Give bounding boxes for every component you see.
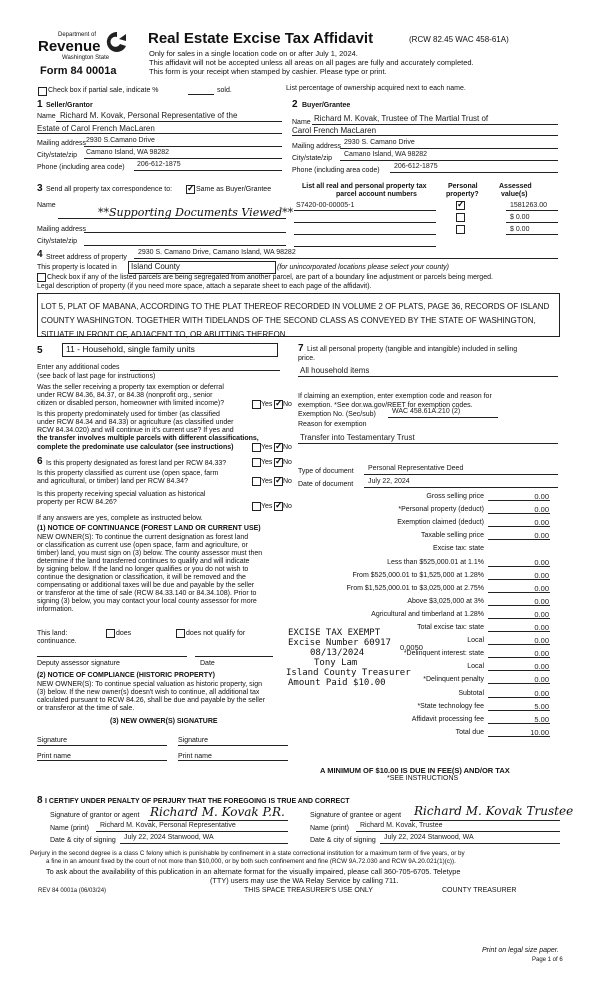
s6-q1-yes-text: Yes (261, 459, 273, 466)
s6-n1-l6: compensating or additional taxes will be due and payable by the seller (37, 582, 255, 589)
calc-label: Less than $525,000.01 at 1.1% (387, 558, 484, 566)
document-type[interactable]: Personal Representative Deed (368, 465, 464, 472)
dept-revenue: Revenue (38, 38, 101, 55)
s5-q1-yes-checkbox[interactable] (252, 400, 261, 409)
s5-q1-no-checkbox[interactable] (274, 400, 283, 409)
s5-q2d: the transfer involves multiple parcels with different classifications, (37, 435, 259, 442)
s7-exempt-a: If claiming an exemption, enter exemption code and reason for (298, 393, 492, 400)
buyer-city[interactable]: Camano Island, WA 98282 (344, 151, 428, 158)
s6-n1-l1: or classification as current use (open space, farm and agriculture, or (37, 542, 248, 549)
s2-city-label: City/state/zip (292, 155, 333, 162)
s6-q2-yes-text: Yes (261, 478, 273, 485)
s5-q1-yes-label: Yes (261, 401, 273, 408)
s8-name-grantor-label: Name (print) (50, 825, 89, 832)
header-line3: This form is your receipt when stamped by cashier. Please type or print. (149, 67, 387, 76)
s6-n1-l9: information. (37, 606, 74, 613)
perjury-line2: a fine in an amount fixed by the court of not more than $10,000, or by both such confinement and fine (RCW 9A.72.030 and RCW 9A.20.021(1)(c)). (46, 858, 456, 865)
parcel-value-3[interactable]: $ 0.00 (510, 226, 530, 233)
s3-text: Send all property tax correspondence to: (46, 186, 173, 193)
s6-q2-no-text: No (283, 478, 292, 485)
partial-sale-sold: sold. (217, 87, 232, 94)
s5-q2b: under RCW 84.34 and 84.33) or agriculture (as classified under (37, 419, 234, 426)
seller-phone[interactable]: 206-612-1875 (137, 161, 181, 168)
land-does-not-checkbox[interactable] (176, 629, 185, 638)
calc-label: Exemption claimed (deduct) (397, 519, 484, 527)
ownership-instruction: List percentage of ownership acquired next to each name. (286, 85, 466, 92)
s7-text: List all personal property (tangible and intangible) included in selling (307, 346, 518, 353)
calc-label: Agricultural and timberland at 1.28% (371, 610, 484, 618)
parcel-personal-checkbox-1[interactable] (456, 201, 465, 210)
s3-city-label: City/state/zip (37, 238, 78, 245)
s2-name-label: Name (292, 119, 311, 126)
s7-text2: price. (298, 355, 316, 362)
county-select[interactable] (128, 261, 276, 274)
s6-n1-title: (1) NOTICE OF CONTINUANCE (FOREST LAND OR CURRENT USE) (37, 525, 261, 532)
grantor-signature[interactable]: Richard M. Kovak P.R. (150, 805, 285, 819)
s8-date-grantee-label: Date & city of signing (310, 837, 376, 844)
buyer-phone[interactable]: 206-612-1875 (394, 163, 438, 170)
s6-q2-yes-checkbox[interactable] (252, 477, 261, 486)
s5-q1-no-label: No (283, 401, 292, 408)
calc-label: Local (467, 663, 484, 671)
calc-value[interactable]: 0.00 (534, 609, 549, 619)
s1-city-label: City/state/zip (37, 152, 78, 159)
s6-q3-yes-checkbox[interactable] (252, 502, 261, 511)
s6-n2-l0: NEW OWNER(S): To continue special valuation as historic property, sign (37, 681, 262, 688)
parcel-account-1[interactable]: S7420-00-00005-1 (296, 202, 355, 209)
calc-label: From $1,525,000.01 to $3,025,000 at 2.75% (346, 584, 484, 592)
s6-q2a: Is this property classified as current use (open space, farm (37, 470, 219, 477)
s7-doc-type-label: Type of document (298, 468, 354, 475)
s6-continuance: continuance. (37, 638, 77, 645)
s6-number: 6 (37, 456, 43, 467)
s5-q2e: complete the predominate use calculator (see instructions) (37, 444, 234, 451)
land-use-value: 11 - Household, single family units (66, 344, 195, 354)
parcels-col2-header2: property? (446, 191, 479, 198)
calc-label: Taxable selling price (420, 532, 484, 540)
stamp-l4: Tony Lam (314, 658, 358, 668)
calc-label: Total due (455, 728, 484, 736)
s6-q1-no-text: No (283, 459, 292, 466)
s5-q1b: under RCW 84.36, 84.37, or 84.38 (nonprofit org., senior (37, 392, 213, 399)
s6-sig-label-2: Signature (178, 737, 208, 744)
s5-q2-yes-checkbox[interactable] (252, 443, 261, 452)
dept-state: Washington State (62, 55, 110, 61)
s2-phone-label: Phone (including area code) (292, 167, 380, 174)
s5-q2-no-checkbox[interactable] (274, 443, 283, 452)
page-number: Page 1 of 6 (532, 957, 563, 963)
header-line1: Only for sales in a single location code on or after July 1, 2024. (149, 49, 358, 58)
s6-n1-l3: determine if the land transferred continues to qualify and will indicate (37, 558, 250, 565)
parcels-col2-header: Personal (448, 183, 478, 190)
parcels-col3-header: Assessed (499, 183, 532, 190)
s4-street-label: Street address of property (46, 254, 127, 261)
stamp-l5: Island County Treasurer (286, 668, 411, 678)
treasurer-use-only: THIS SPACE TREASURER'S USE ONLY (244, 887, 373, 894)
s1-phone-label: Phone (including area code) (37, 164, 125, 171)
calc-label: *State technology fee (417, 702, 484, 710)
s6-print-label-1: Print name (37, 753, 71, 760)
calc-value[interactable]: 0.00 (534, 662, 549, 672)
calc-value[interactable]: 10.00 (530, 727, 549, 737)
s6-q1-no-checkbox[interactable] (274, 458, 283, 467)
exemption-number[interactable]: WAC 458.61A.210 (2) (392, 408, 461, 415)
s3-same-label: Same as Buyer/Grantee (196, 186, 272, 193)
calc-label: Affidavit processing fee (411, 715, 484, 723)
parcels-col3-header2: value(s) (501, 191, 528, 198)
grantee-print-name[interactable]: Richard M. Kovak, Trustee (360, 822, 443, 829)
calc-value[interactable]: 0.00 (534, 557, 549, 567)
calc-value[interactable]: 0.00 (534, 518, 549, 528)
stamp-l1: EXCISE TAX EXEMPT (288, 628, 381, 638)
s6-q3b: property per RCW 84.26? (37, 499, 117, 506)
county-value: Island County (131, 262, 180, 271)
s8-name-grantee-label: Name (print) (310, 825, 349, 832)
calc-value[interactable]: 5.00 (534, 714, 549, 724)
seller-city[interactable]: Camano Island, WA 98282 (86, 149, 170, 156)
seller-name[interactable]: Richard M. Kovak, Personal Representative of the (60, 111, 238, 120)
s4-segregated-label: Check box if any of the listed parcels are being segregated from another parcel, are part of a boundary line adjustment or parcels being merged. (47, 274, 493, 281)
partial-sale-checkbox[interactable] (38, 87, 47, 96)
land-does-checkbox[interactable] (106, 629, 115, 638)
calc-label: Subtotal (458, 689, 484, 697)
calc-label: *Delinquent penalty (423, 676, 484, 684)
s6-q1: Is this property designated as forest land per RCW 84.33? (46, 460, 227, 467)
form-number: Form 84 0001a (40, 65, 117, 77)
local-rate: 0.0050 (400, 643, 423, 652)
s5-q1a: Was the seller receiving a property tax exemption or deferral (37, 384, 224, 391)
parcel-personal-checkbox-2[interactable] (456, 213, 465, 222)
perjury-line1: Perjury in the second degree is a class C felony which is punishable by confinement in a state correctional institution for a maximum term of five years, or by (30, 850, 465, 857)
calc-value[interactable]: 0.00 (534, 688, 549, 698)
s6-n1-l4: by signing below. If the land no longer qualifies or you do not wish to (37, 566, 249, 573)
calc-value[interactable]: 0.00 (534, 505, 549, 515)
alt-format-line1: To ask about the availability of this publication in an alternate format for the visually impaired, please call 360-705-6705. Teletype (46, 867, 461, 876)
s6-n2-l3: or transferor at the time of sale. (37, 705, 135, 712)
revenue-logo-icon (106, 30, 128, 56)
s5-see-back: (see back of last page for instructions) (37, 373, 156, 380)
header-line2: This affidavit will not be accepted unless all areas on all pages are fully and accurately completed. (149, 58, 474, 67)
calc-label: Gross selling price (426, 493, 484, 500)
s5-q2c: RCW 84.34.020) and will continue in it's current use? If yes and (37, 427, 234, 434)
parcel-value-1[interactable]: 1581263.00 (510, 202, 547, 209)
grantor-print-name[interactable]: Richard M. Kovak, Personal Representative (100, 822, 236, 829)
calc-value[interactable]: 0.00 (534, 596, 549, 606)
stamp-l6: Amount Paid $10.00 (288, 678, 386, 688)
personal-property-list[interactable]: All household items (300, 366, 370, 375)
calc-value[interactable]: 0.00 (534, 636, 549, 646)
buyer-name-line2[interactable]: Carol French MacLaren (292, 126, 377, 135)
calc-value[interactable]: 0.00 (534, 623, 549, 632)
s6-q3-no-text: No (283, 503, 292, 510)
s6-sig-label-1: Signature (37, 737, 67, 744)
s2-title: Buyer/Grantee (302, 102, 351, 109)
s4-uninc-note: (for unincorporated locations please select your county) (277, 264, 449, 271)
s6-n3-title: (3) NEW OWNER(S) SIGNATURE (110, 718, 218, 725)
calc-label: Total excise tax: state (417, 624, 484, 631)
min-due-note: A MINIMUM OF $10.00 IS DUE IN FEE(S) AND/OR TAX (320, 766, 510, 775)
grantee-signature[interactable]: Richard M. Kovak Trustee (414, 804, 574, 818)
exemption-reason[interactable]: Transfer into Testamentary Trust (300, 433, 415, 442)
s7-doc-date-label: Date of document (298, 481, 354, 488)
alt-format-line2: (TTY) users may use the WA Relay Service by calling 711. (210, 876, 399, 885)
s8-date-grantor-label: Date & city of signing (50, 837, 116, 844)
legal-description-text: LOT 5, PLAT OF MABANA, ACCORDING TO THE PLAT THEREOF RECORDED IN VOLUME 2 OF PLATS, PAGE 36, RECORDS OF ISLAND COUNTY WASHINGTON. TOGETHER WITH TIDELANDS OF THE SECOND CLASS AS CONVEYED BY THE STATE OF WASHINGTON, SITUATE IN FRONT OF, ADJACENT TO, OR ABUTTING THEREON. (41, 302, 550, 339)
document-date[interactable]: July 22, 2024 (368, 478, 410, 485)
s6-n1-l7: or transferor at the time of sale (RCW 84.33.140 or 84.34.108). Prior to (37, 590, 257, 597)
s6-n1-l0: NEW OWNER(S): To continue the current designation as forest land (37, 534, 249, 541)
buyer-name[interactable]: Richard M. Kovak, Trustee of The Martial Trust of (314, 114, 489, 123)
s6-q3a: Is this property receiving special valuation as historical (37, 491, 206, 498)
calc-label: Excise tax: state (433, 545, 484, 553)
s6-this-land: This land: (37, 630, 68, 637)
calc-value[interactable]: 0.00 (534, 492, 549, 501)
grantor-date-city[interactable]: July 22, 2024 Stanwood, WA (124, 834, 214, 841)
s8-sig-grantee-label: Signature of grantee or agent (310, 812, 402, 819)
s6-q4: If any answers are yes, complete as instructed below. (37, 515, 203, 522)
form-title: Real Estate Excise Tax Affidavit (148, 30, 374, 47)
s7-number: 7 (298, 343, 304, 354)
s8-sig-grantor-label: Signature of grantor or agent (50, 812, 140, 819)
seller-mailing-address[interactable]: 2930 S.Camano Drive (86, 137, 155, 144)
land-use-select[interactable] (62, 343, 278, 357)
segregated-checkbox[interactable] (37, 273, 46, 282)
s1-title: Seller/Grantor (46, 102, 93, 109)
s6-q2b: and agricultural, or timber) land per RCW 84.34? (37, 478, 188, 485)
seller-name-line2[interactable]: Estate of Carol French MacLaren (37, 124, 155, 133)
s2-number: 2 (292, 99, 298, 110)
s7-reason-label: Reason for exemption (298, 421, 367, 428)
same-as-buyer-checkbox[interactable] (186, 185, 195, 194)
s4-legal-label: Legal description of property (if you need more space, attach a separate sheet to each page of the affidavit). (37, 283, 372, 290)
s4-located-label: This property is located in (37, 264, 117, 271)
parcels-col1-header: List all real and personal property tax (302, 183, 427, 190)
partial-sale-label: Check box if partial sale, indicate % (48, 87, 159, 94)
s1-name-label: Name (37, 113, 56, 120)
parcel-value-2[interactable]: $ 0.00 (510, 214, 530, 221)
stamp-l2: Excise Number 60917 (288, 638, 391, 648)
s1-number: 1 (37, 99, 43, 110)
buyer-mailing-address[interactable]: 2930 S. Camano Drive (344, 139, 415, 146)
calc-value[interactable]: 0.00 (534, 570, 549, 580)
s7-exempt-b: exemption. *See dor.wa.gov/REET for exemption codes. (298, 402, 473, 409)
county-treasurer: COUNTY TREASURER (442, 887, 517, 894)
s7-exempt-no-label: Exemption No. (Sec/sub) (298, 411, 376, 418)
s3-name-label: Name (37, 202, 56, 209)
s4-number: 4 (37, 249, 43, 260)
s3-number: 3 (37, 183, 43, 194)
calc-value[interactable]: 0.00 (534, 675, 549, 685)
dept-line1: Department of (58, 32, 97, 38)
s6-does-label: does (116, 630, 132, 637)
s5-q2a: Is this property predominately used for timber (as classified (37, 411, 220, 418)
s1-mail-label: Mailing address (37, 140, 87, 147)
s5-q1c: citizen or disabled person, homeowner with limited income)? (37, 400, 225, 407)
calc-value[interactable]: 0.00 (534, 649, 549, 659)
see-instructions-note: *SEE INSTRUCTIONS (387, 775, 459, 782)
parcel-personal-checkbox-3[interactable] (456, 225, 465, 234)
parcels-col1-header2: parcel account numbers (336, 191, 417, 198)
s6-n2-l2: calculated pursuant to RCW 84.26, shall be due and payable by the seller (37, 697, 266, 704)
s6-q3-no-checkbox[interactable] (274, 502, 283, 511)
s6-does-not-label: does not qualify for (186, 630, 246, 637)
calc-label: From $525,000.01 to $1,525,000 at 1.28% (352, 571, 484, 579)
legal-description-box[interactable] (37, 293, 560, 337)
s2-mail-label: Mailing address (292, 143, 342, 150)
supporting-docs-note: **Supporting Documents Viewed** (98, 206, 294, 219)
s6-n1-l5: continue the designation or classification, it will be removed and the (37, 574, 246, 581)
s5-q2-yes-label: Yes (261, 444, 273, 451)
calc-value[interactable]: 0.00 (534, 583, 549, 593)
s6-n2-title: (2) NOTICE OF COMPLIANCE (HISTORIC PROPERTY) (37, 672, 215, 679)
legal-size-note: Print on legal size paper. (482, 947, 559, 954)
stamp-l3: 08/13/2024 (310, 648, 365, 658)
calc-label: Local (467, 637, 484, 645)
calc-value[interactable]: 0.00 (534, 531, 549, 541)
rev-number: REV 84 0001a (06/03/24) (38, 888, 107, 894)
s6-deputy-label: Deputy assessor signature (37, 660, 120, 667)
s6-q1-yes-checkbox[interactable] (252, 458, 261, 467)
s5-q2-no-label: No (283, 444, 292, 451)
form-rcw: (RCW 82.45 WAC 458-61A) (409, 35, 509, 44)
s6-date-label: Date (200, 660, 215, 667)
s5-number: 5 (37, 345, 43, 356)
s6-q2-no-checkbox[interactable] (274, 477, 283, 486)
s3-mail-label: Mailing address (37, 226, 87, 233)
s6-n1-l8: signing (3) below, you may contact your local county assessor for more (37, 598, 257, 605)
calc-label: *Personal property (deduct) (398, 506, 484, 514)
s6-n2-l1: (3) below. If the new owner(s) doesn't wish to continue, all additional tax (37, 689, 260, 696)
property-street[interactable]: 2930 S. Camano Drive, Camano Island, WA 98282 (138, 249, 296, 256)
s6-n1-l2: timber) land, you must sign on (3) below. The county assessor must then (37, 550, 263, 557)
calc-label: Above $3,025,000 at 3% (407, 597, 484, 605)
calc-value[interactable]: 5.00 (534, 701, 549, 711)
s8-number: 8 (37, 795, 43, 806)
s5-add-codes-label: Enter any additional codes (37, 364, 120, 371)
s8-title: I CERTIFY UNDER PENALTY OF PERJURY THAT THE FOREGOING IS TRUE AND CORRECT (45, 798, 350, 805)
s6-print-label-2: Print name (178, 753, 212, 760)
calc-label: *Delinquent interest: state (403, 650, 484, 658)
s6-q3-yes-text: Yes (261, 503, 273, 510)
grantee-date-city[interactable]: July 22, 2024 Stanwood, WA (384, 834, 474, 841)
